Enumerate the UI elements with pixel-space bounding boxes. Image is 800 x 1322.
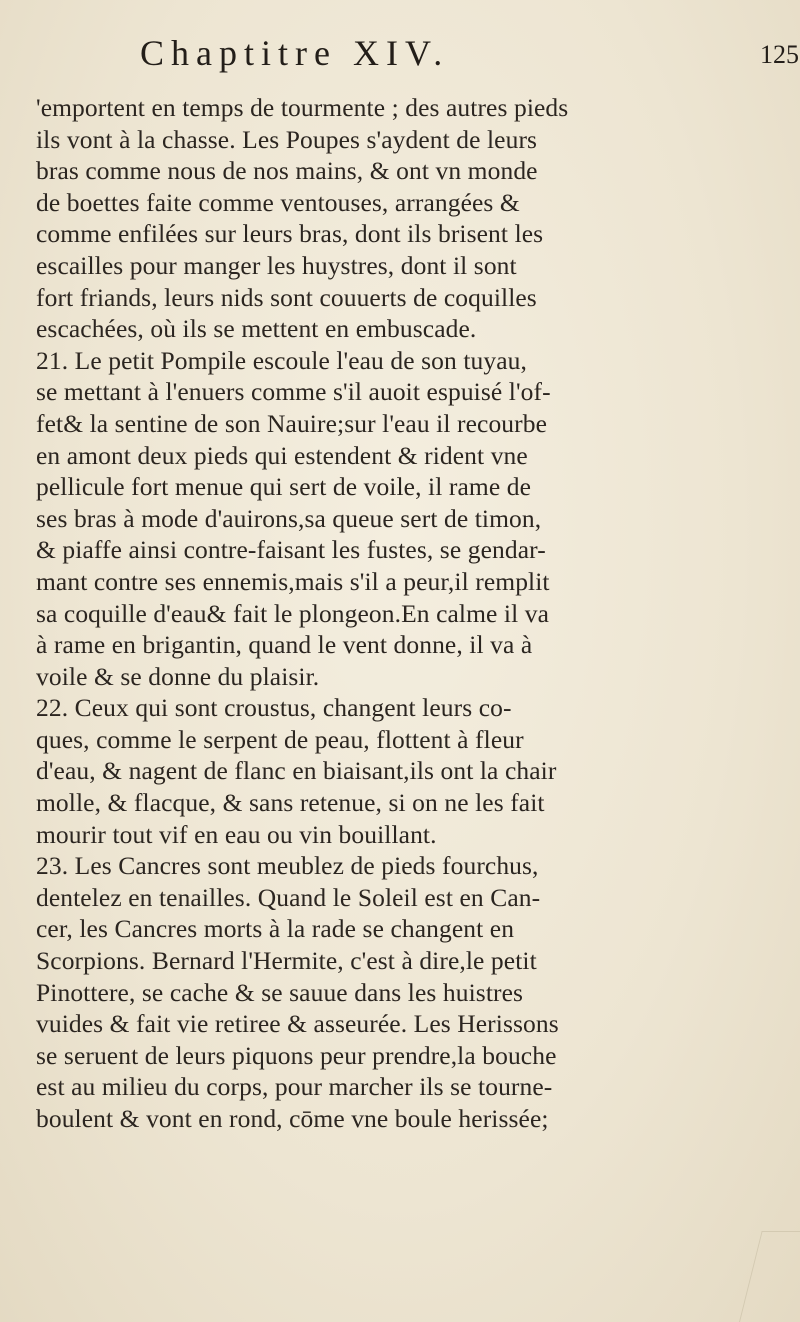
- text-line: vuides & fait vie retiree & asseurée. Les Herissons: [36, 1009, 559, 1039]
- text-line: molle, & flacque, & sans retenue, si on ne les fait: [36, 788, 545, 818]
- text-line: mant contre ses ennemis,mais s'il a peur,il remplit: [36, 566, 550, 596]
- text-line: d'eau, & nagent de flanc en biaisant,ils ont la chair: [36, 756, 557, 786]
- text-line: ques, comme le serpent de peau, flottent à fleur: [36, 724, 524, 754]
- page-number: 125: [760, 40, 799, 69]
- text-line: Pinottere, se cache & se sauue dans les huistres: [36, 977, 524, 1007]
- text-line: ses bras à mode d'auirons,sa queue sert de timon,: [36, 503, 542, 533]
- text-line: mourir tout vif en eau ou vin bouillant.: [36, 819, 437, 849]
- page-corner-fold: [739, 1231, 800, 1322]
- text-line: cer, les Cancres morts à la rade se changent en: [36, 914, 515, 944]
- text-line: sa coquille d'eau& fait le plongeon.En calme il va: [36, 598, 550, 628]
- text-line: 'emportent en temps de tourmente ; des autres pieds: [36, 93, 569, 122]
- text-line: & piaffe ainsi contre-faisant les fustes, se gendar-: [36, 535, 546, 565]
- body-text: [36, 92, 788, 1135]
- text-line: escachées, où ils se mettent en embuscade.: [36, 314, 477, 344]
- text-line: voile & se donne du plaisir.: [36, 661, 320, 691]
- text-line: comme enfilées sur leurs bras, dont ils brisent les: [36, 219, 544, 249]
- text-line: est au milieu du corps, pour marcher ils se tourne-: [36, 1072, 553, 1102]
- text-line: se mettant à l'enuers comme s'il auoit espuisé l'of-: [36, 377, 551, 407]
- running-header: [140, 22, 799, 86]
- text-line: à rame en brigantin, quand le vent donne, il va à: [36, 630, 533, 660]
- text-line: se seruent de leurs piquons peur prendre,la bouche: [36, 1040, 557, 1070]
- text-line: bras comme nous de nos mains, & ont vn monde: [36, 156, 538, 186]
- text-line: boulent & vont en rond, cōme vne boule herissée;: [36, 1104, 549, 1133]
- text-line: fet& la sentine de son Nauire;sur l'eau il recourbe: [36, 408, 548, 438]
- text-line: pellicule fort menue qui sert de voile, il rame de: [36, 472, 531, 502]
- text-line: de boettes faite comme ventouses, arrangées &: [36, 187, 520, 217]
- text-line: ils vont à la chasse. Les Poupes s'aydent de leurs: [36, 124, 538, 154]
- text-line: 21. Le petit Pompile escoule l'eau de son tuyau,: [36, 345, 527, 375]
- text-line: fort friands, leurs nids sont couuerts de coquilles: [36, 282, 537, 312]
- chapter-title: Chaptitre XIV.: [140, 33, 450, 73]
- text-line: escailles pour manger les huystres, dont il sont: [36, 250, 517, 280]
- text-line: en amont deux pieds qui estendent & rident vne: [36, 440, 528, 470]
- text-line: dentelez en tenailles. Quand le Soleil est en Can-: [36, 882, 541, 912]
- text-line: 22. Ceux qui sont croustus, changent leurs co-: [36, 693, 512, 723]
- text-line: Scorpions. Bernard l'Hermite, c'est à dire,le petit: [36, 946, 537, 976]
- text-line: 23. Les Cancres sont meublez de pieds fourchus,: [36, 851, 539, 881]
